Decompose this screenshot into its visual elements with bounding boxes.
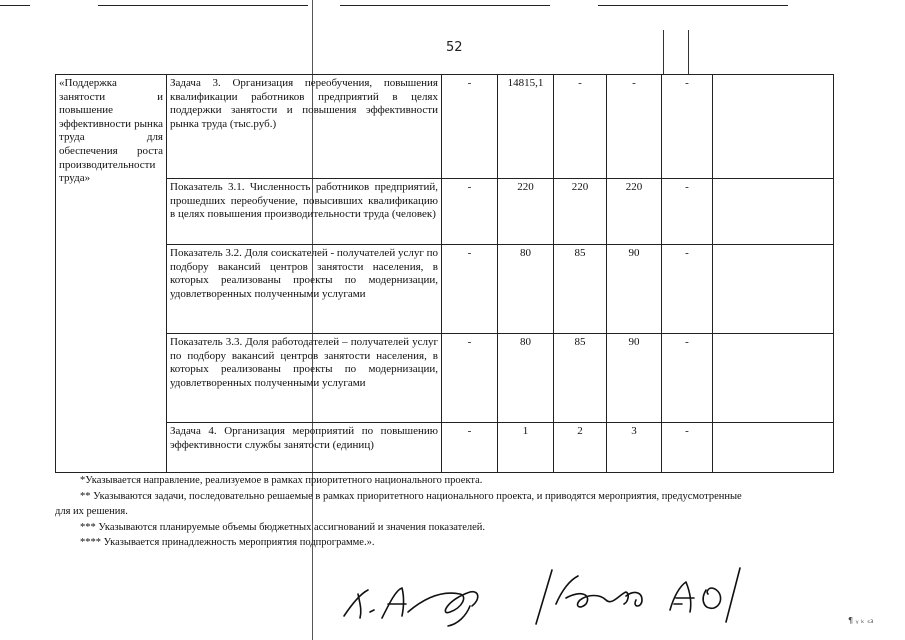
footnote-2-continued: для их решения. — [55, 506, 128, 517]
indicator-3-2-cell: Показатель 3.2. Доля соискателей - получателей услуг по подбору вакансий центров занятости населения, в которых реализованы проекты по модернизации, удовлетворенных полученными услугами — [167, 245, 442, 334]
value-cell: 220 — [607, 179, 662, 245]
footnote-4: **** Указывается принадлежность мероприятия подпрограмме.». — [80, 537, 375, 548]
scan-line — [663, 30, 664, 75]
value-cell — [713, 334, 834, 423]
program-name-cell: «Поддержка занятости и повышение эффективности рынка труда для обеспечения роста производительности труда» — [56, 75, 167, 473]
value-cell: 220 — [554, 179, 607, 245]
program-table — [55, 74, 834, 473]
value-cell: 80 — [498, 334, 554, 423]
value-cell: - — [607, 75, 662, 179]
table-row — [56, 245, 834, 334]
value-cell: - — [662, 334, 713, 423]
value-cell: 2 — [554, 423, 607, 473]
value-cell: 3 — [607, 423, 662, 473]
value-cell: - — [442, 75, 498, 179]
value-cell: - — [554, 75, 607, 179]
page-number: 52 — [446, 40, 463, 55]
footnotes — [55, 474, 845, 552]
value-cell: - — [662, 179, 713, 245]
task-4-cell: Задача 4. Организация мероприятий по повышению эффективности службы занятости (единиц) — [167, 423, 442, 473]
table-row — [56, 334, 834, 423]
value-cell: - — [442, 334, 498, 423]
value-cell: - — [662, 245, 713, 334]
value-cell: - — [442, 179, 498, 245]
value-cell: 220 — [498, 179, 554, 245]
top-rule — [98, 5, 308, 6]
footnote-3: *** Указываются планируемые объемы бюджетных ассигнований и значения показателей. — [80, 521, 486, 533]
indicator-3-3-cell: Показатель 3.3. Доля работодателей – получателей услуг по подбору вакансий центров занятости населения, в которых реализованы проекты по модернизации, удовлетворенных полученными услугами — [167, 334, 442, 423]
value-cell: 80 — [498, 245, 554, 334]
value-cell: - — [662, 75, 713, 179]
value-cell: 85 — [554, 245, 607, 334]
value-cell — [713, 245, 834, 334]
footnote-2: ** Указываются задачи, последовательно решаемые в рамках приоритетного национального проекта, и приводятся мероприятия, предусмотренные — [80, 490, 742, 502]
value-cell: - — [442, 423, 498, 473]
footnote-1: *Указывается направление, реализуемое в рамках приоритетного национального проекта. — [80, 475, 483, 486]
task-3-cell: Задача 3. Организация переобучения, повышения квалификации работников предприятий в целях поддержки занятости и повышения эффективности рынка труда (тыс.руб.) — [167, 75, 442, 179]
top-rule — [0, 5, 30, 6]
table-row — [56, 75, 834, 179]
corner-stamp: ¶ ᵧ ₖ ₛ₃ — [848, 616, 874, 625]
scan-line — [688, 30, 689, 75]
value-cell: - — [442, 245, 498, 334]
table-row — [56, 179, 834, 245]
value-cell — [713, 179, 834, 245]
value-cell: 85 — [554, 334, 607, 423]
value-cell: 1 — [498, 423, 554, 473]
value-cell: 14815,1 — [498, 75, 554, 179]
value-cell: 90 — [607, 334, 662, 423]
top-rule — [598, 5, 788, 6]
top-rule — [340, 5, 550, 6]
value-cell — [713, 75, 834, 179]
indicator-3-1-cell: Показатель 3.1. Численность работников предприятий, прошедших переобучение, повысивших квалификацию в целях повышения производительности труда (человек) — [167, 179, 442, 245]
value-cell: 90 — [607, 245, 662, 334]
table-row — [56, 423, 834, 473]
value-cell — [713, 423, 834, 473]
handwritten-signature — [330, 560, 750, 630]
value-cell: - — [662, 423, 713, 473]
